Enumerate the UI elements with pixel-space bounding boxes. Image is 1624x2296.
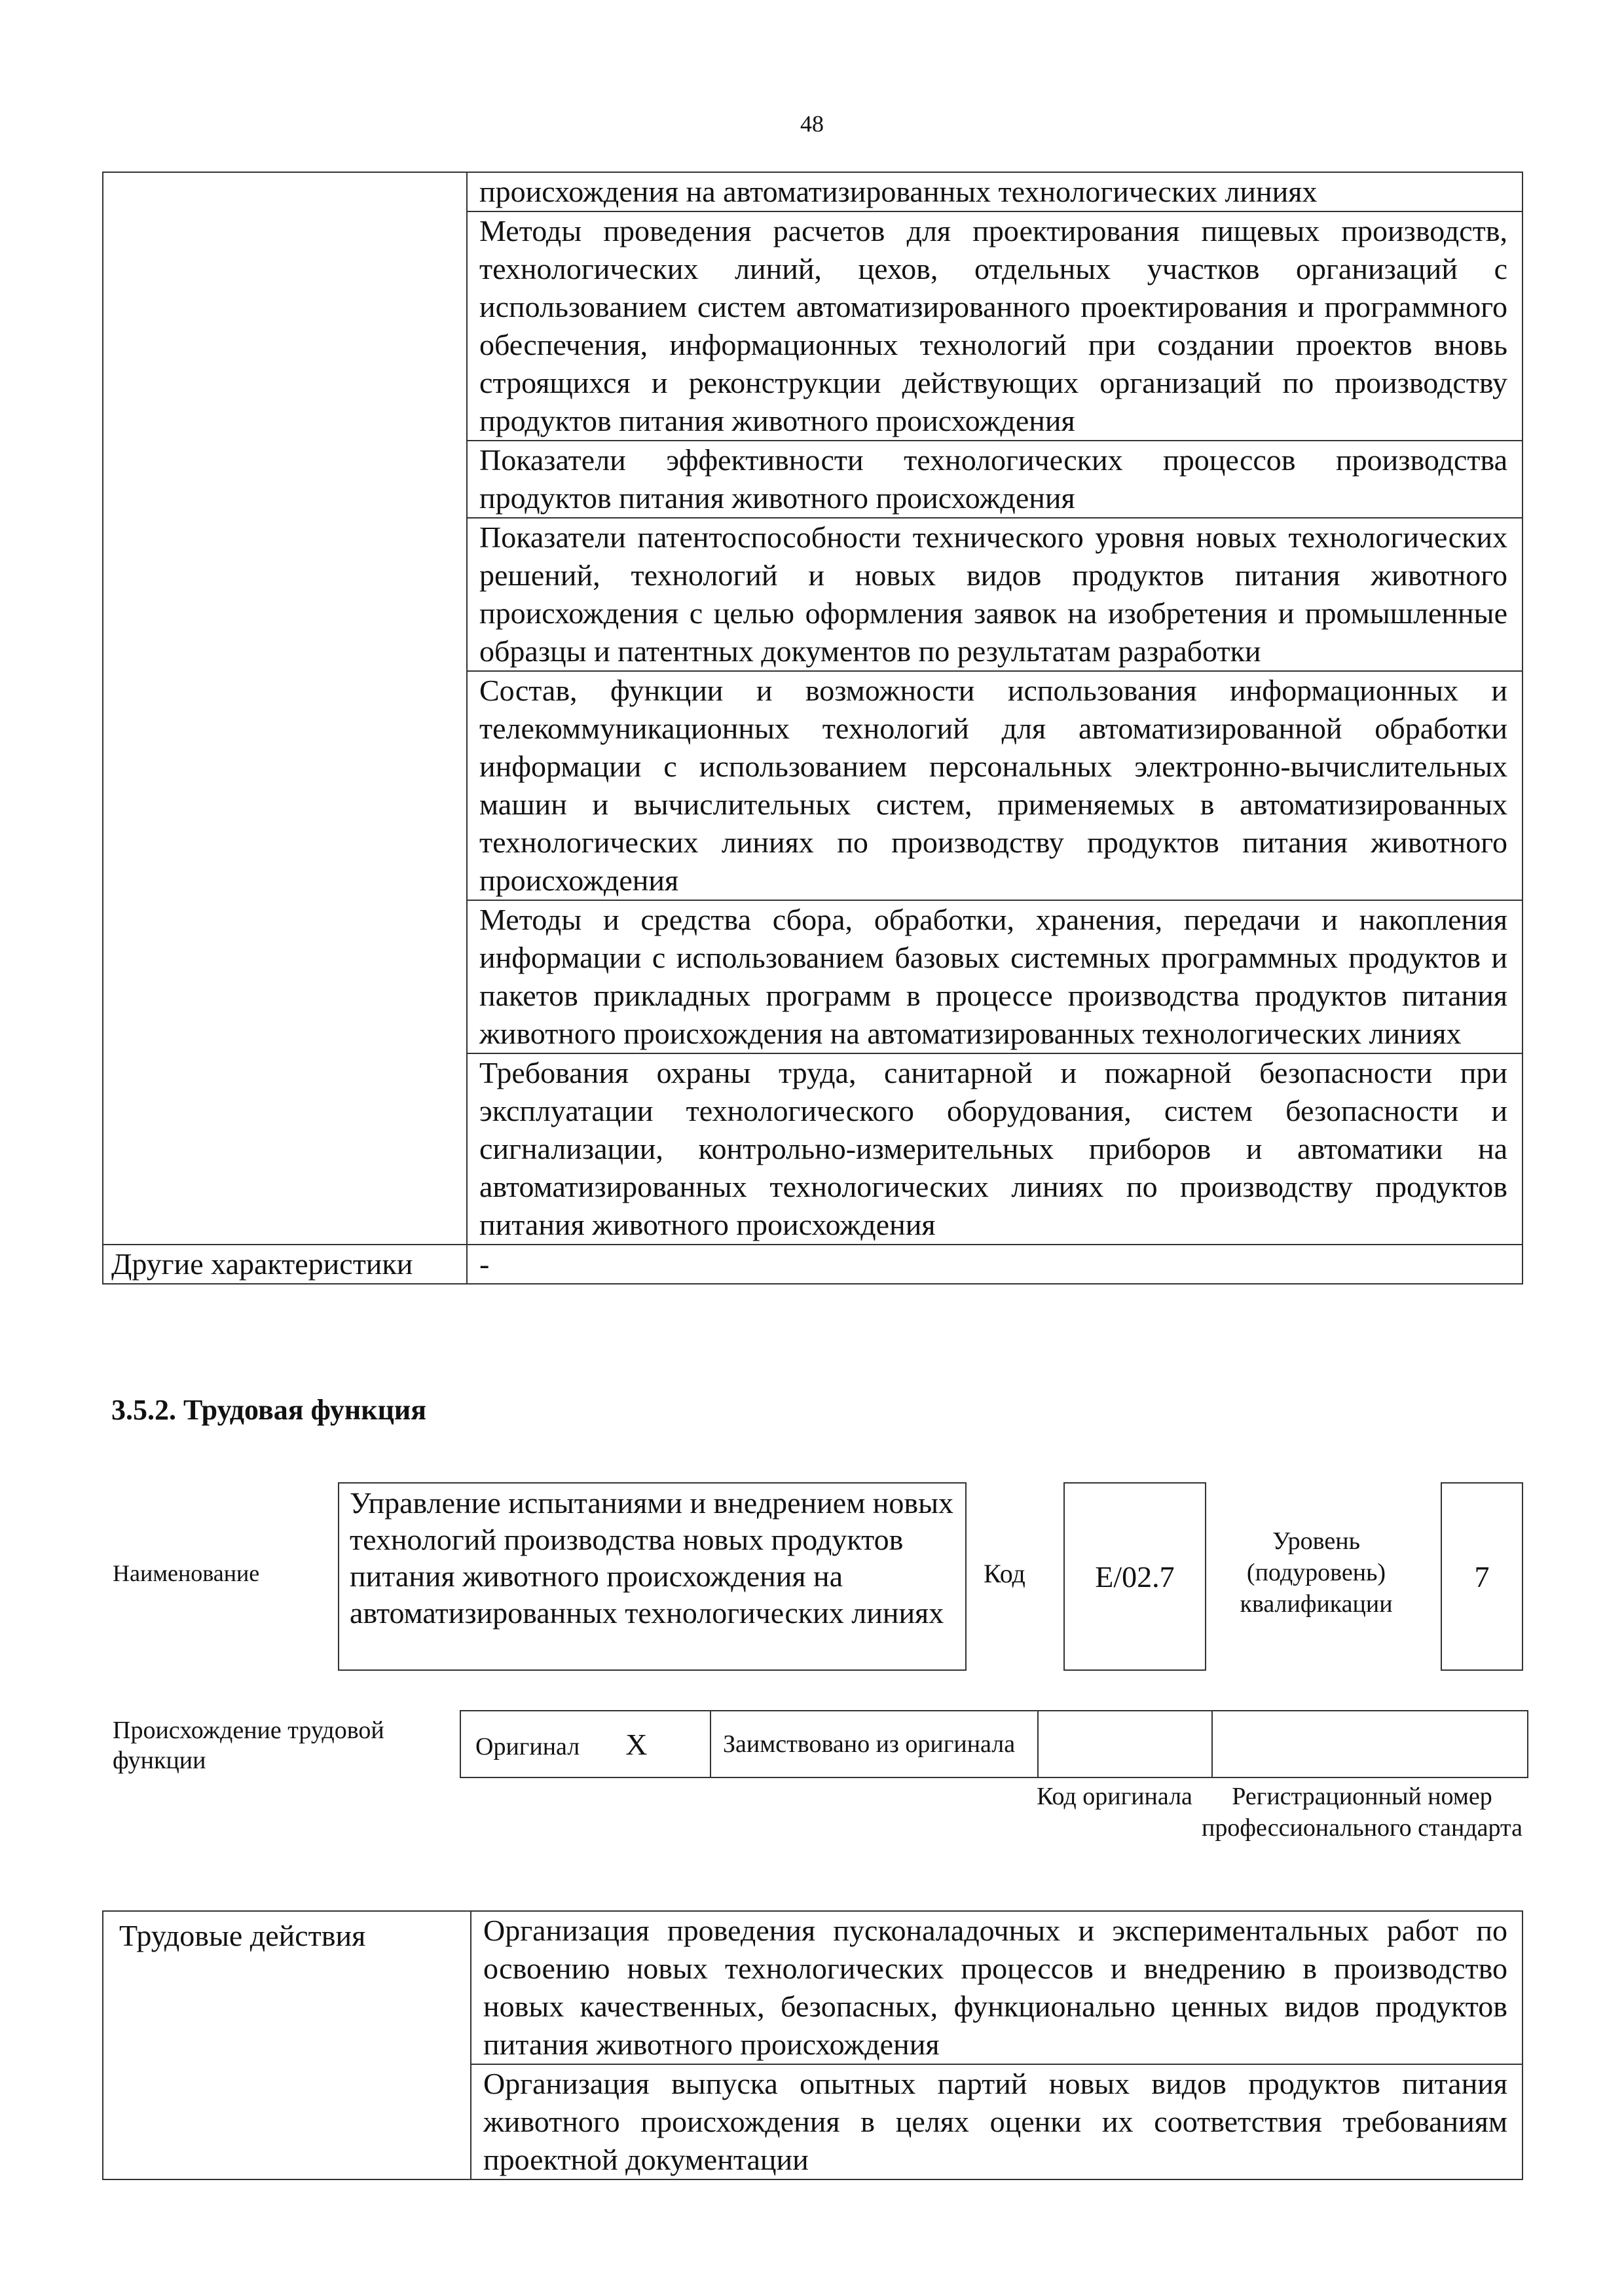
labour-actions-label: Трудовые действия — [103, 1911, 471, 2179]
other-characteristics-value: - — [467, 1245, 1522, 1284]
table-row — [103, 172, 1522, 211]
original-label: Оригинал — [475, 1732, 580, 1760]
registration-number-caption: Регистрационный номер профессионального стандарта — [1202, 1783, 1522, 1842]
original-code-caption: Код оригинала — [1037, 1783, 1192, 1810]
table-cell: Методы и средства сбора, обработки, хранения, передачи и накопления информации с использованием базовых системных программных продуктов и пакетов прикладных программ в процессе производства продуктов питания животного происхождения на автоматизированных технологических линиях — [467, 900, 1522, 1053]
original-mark: Х — [625, 1727, 648, 1761]
borrowed-cell: Заимствовано из оригинала — [710, 1711, 1038, 1777]
origin-label: Происхождение трудовой функции — [113, 1717, 384, 1774]
code-value-box: Е/02.7 — [1063, 1482, 1206, 1671]
labour-actions-table — [102, 1910, 1523, 2180]
registration-number-cell — [1212, 1711, 1528, 1777]
function-name-box: Управление испытаниями и внедрением новых технологий производства новых продуктов питания животного происхождения на автоматизированных технологических линиях — [338, 1482, 967, 1671]
qualification-level-label: Уровень (подуровень) квалификации — [1240, 1527, 1393, 1618]
table-cell: Организация проведения пусконаладочных и экспериментальных работ по освоению новых технологических процессов и внедрению в производство новых качественных, безопасных, функционально ценных видов продуктов питания животного происхождения — [471, 1911, 1522, 2064]
table-cell: происхождения на автоматизированных технологических линиях — [467, 172, 1522, 211]
table-cell: Методы проведения расчетов для проектирования пищевых производств, технологических линий, цехов, отдельных участков организаций с использованием систем автоматизированного проектирования и программного обеспечения, информационных технологий при создании проектов вновь строящихся и реконструкции действующих организаций по производству продуктов питания животного происхождения — [467, 211, 1522, 441]
empty-label-cell — [103, 172, 467, 1245]
table-cell: Показатели патентоспособности технического уровня новых технологических решений, технологий и новых видов продуктов питания животного происхождения с целью оформления заявок на изобретения и промышленные образцы и патентных документов по результатам разработки — [467, 518, 1522, 671]
table-row — [460, 1711, 1528, 1777]
table-cell: Состав, функции и возможности использования информационных и телекоммуникационных технологий для автоматизированной обработки информации с использованием персональных электронно-вычислительных машин и вычислительных систем, применяемых в автоматизированных технологических линиях по производству продуктов питания животного происхождения — [467, 671, 1522, 900]
page-number: 48 — [800, 111, 824, 137]
qualification-level-box: 7 — [1441, 1482, 1523, 1671]
table-row — [103, 1911, 1522, 2064]
table-cell: Требования охраны труда, санитарной и пожарной безопасности при эксплуатации технологического оборудования, систем безопасности и сигнализации, контрольно-измерительных приборов и автоматики на автоматизированных технологических линиях по производству продуктов питания животного происхождения — [467, 1053, 1522, 1245]
table-row — [103, 1245, 1522, 1284]
original-code-cell — [1038, 1711, 1212, 1777]
code-label: Код — [984, 1559, 1025, 1588]
name-label: Наименование — [113, 1560, 260, 1586]
other-characteristics-label: Другие характеристики — [103, 1245, 467, 1284]
original-cell — [460, 1711, 710, 1777]
section-heading: 3.5.2. Трудовая функция — [111, 1394, 427, 1426]
required-knowledge-table — [102, 172, 1523, 1285]
table-cell: Организация выпуска опытных партий новых видов продуктов питания животного происхождения в целях оценки их соответствия требованиям проектной документации — [471, 2064, 1522, 2179]
table-cell: Показатели эффективности технологических процессов производства продуктов питания животного происхождения — [467, 441, 1522, 518]
origin-table — [460, 1710, 1528, 1778]
